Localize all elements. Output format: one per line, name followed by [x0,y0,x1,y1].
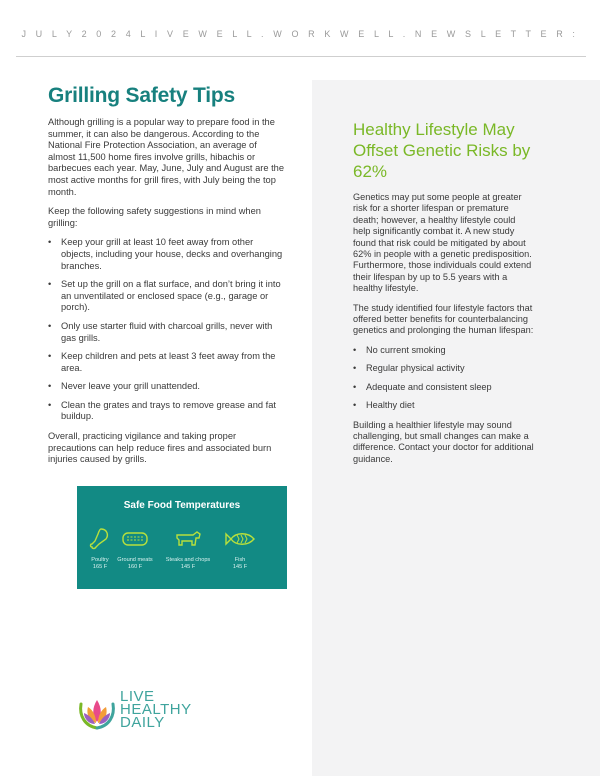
list-item: • Healthy diet [353,400,535,411]
list-item: • Keep children and pets at least 3 feet away from the area. [48,351,284,374]
temp-value: 145 F [232,564,248,570]
list-item: • No current smoking [353,345,535,356]
grilling-intro: Although grilling is a popular way to prepare food in the summer, it can also be dangerous. According to the National Fire Protection Association, an average of almost 11,500 home fires involve grills, hibachis or barbecues each year. May, June, July and August are the most active months for grill fires, with July being the top month. [48,117,285,197]
fish-icon [223,526,257,552]
lifestyle-factors-list [353,345,535,412]
temp-item-ground-meats [113,526,157,571]
temp-item-steaks [165,526,211,571]
list-item: • Set up the grill on a flat surface, and don’t bring it into an unventilated or enclosed space (e.g., garage or porch). [48,279,284,314]
temps-title: Safe Food Temperatures [123,500,241,511]
lifestyle-title: Healthy Lifestyle May Offset Genetic Risks by 62% [353,120,531,181]
temp-label: Steaks and chops [165,557,211,563]
temp-value: 160 F [127,564,143,570]
temp-label: Poultry [91,557,109,563]
grilling-lead: Keep the following safety suggestions in mind when grilling: [48,206,261,228]
lifestyle-paragraph: The study identified four lifestyle factors that offered better benefits for counterbalancing genetics and prolonging the human lifespan: [353,302,534,336]
temp-item-fish [218,526,262,571]
list-item: • Regular physical activity [353,363,535,374]
header-divider [16,56,586,57]
grilling-title: Grilling Safety Tips [48,84,235,107]
list-item: • Only use starter fluid with charcoal grills, never with gas grills. [48,321,284,344]
live-healthy-daily-logo [76,690,206,738]
list-item: • Keep your grill at least 10 feet away from other objects, including your house, decks and overhanging branches. [48,237,284,272]
list-item: • Never leave your grill unattended. [48,381,284,393]
lifestyle-article [353,119,535,473]
grilling-article [48,84,284,474]
grilling-tips-list [48,237,284,423]
logo-line-daily: DAILY [120,714,165,731]
cow-icon [173,526,203,552]
lotus-icon [76,690,118,734]
logo-wordmark [120,690,192,729]
logo-line-live: LIVE [120,688,155,705]
poultry-drumstick-icon [87,526,113,552]
list-item: • Adequate and consistent sleep [353,382,535,393]
logo-line-healthy: HEALTHY [120,701,192,718]
temp-label: Ground meats [117,557,153,563]
ground-meat-icon [120,526,150,552]
temp-value: 145 F [180,564,196,570]
lifestyle-paragraph: Genetics may put some people at greater risk for a shorter lifespan or premature death; however, a healthy lifestyle could help significantly combat it. A new study found that risk could be mitigated by about 62% in people with a genetic predisposition. Furthermore, those individuals could extend their lifespan by up to 5.5 years with a healthy lifestyle. [353,192,532,294]
lifestyle-paragraph: Building a healthier lifestyle may sound challenging, but small changes can make a difference. Contact your doctor for additional guidance. [353,419,534,464]
grilling-closing: Overall, practicing vigilance and taking proper precautions can help reduce fires and associated burn injuries caused by grills. [48,431,272,465]
list-item: • Clean the grates and trays to remove grease and fat buildup. [48,400,284,423]
temp-value: 165 F [92,564,108,570]
temp-label: Fish [234,557,246,563]
safe-food-temperatures-panel [77,486,287,589]
newsletter-header: J U L Y 2 0 2 4 L I V E W E L L . W O R K W E L L . N E W S L E T T E R : [21,29,579,39]
